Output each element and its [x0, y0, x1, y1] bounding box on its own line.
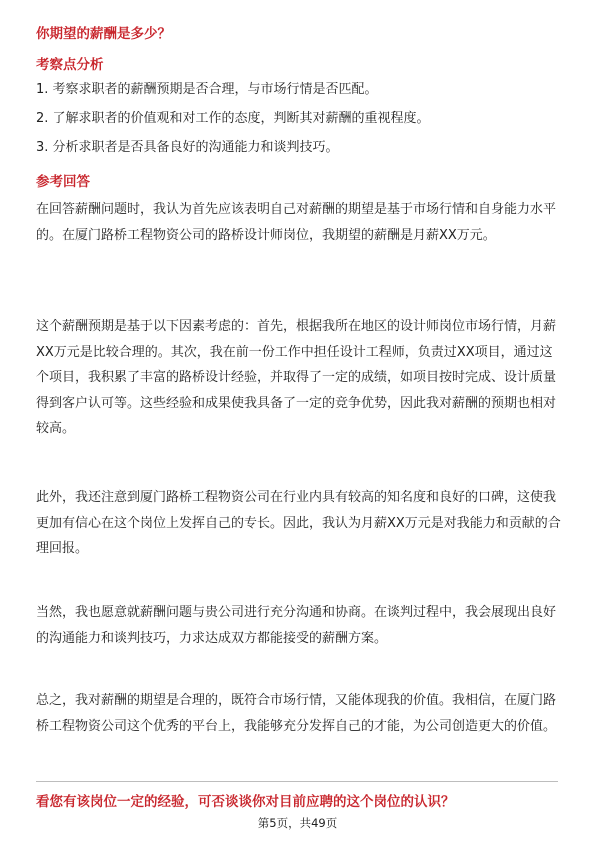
answer-paragraph-4: 当然，我也愿意就薪酬问题与贵公司进行充分沟通和协商。在谈判过程中，我会展现出良好的沟通能力和谈判技巧，力求达成双方都能接受的薪酬方案。 [36, 605, 557, 646]
page-number-footer: 第5页，共49页 [257, 816, 338, 830]
answer-heading: 参考回答 [36, 174, 90, 190]
answer-paragraph-5: 总之，我对薪酬的期望是合理的，既符合市场行情，又能体现我的价值。我相信，在厦门路桥工程物资公司这个优秀的平台上，我能够充分发挥自己的才能，为公司创造更大的价值。 [36, 693, 557, 734]
analysis-point-2: 2. 了解求职者的价值观和对工作的态度，判断其对薪酬的重视程度。 [36, 111, 430, 126]
answer-paragraph-3: 此外，我还注意到厦门路桥工程物资公司在行业内具有较高的知名度和良好的口碑，这使我更加有信心在这个岗位上发挥自己的专长。因此，我认为月薪XX万元是对我能力和贡献的合理回报。 [36, 490, 561, 556]
answer-paragraph-1: 在回答薪酬问题时，我认为首先应该表明自己对薪酬的期望是基于市场行情和自身能力水平的。在厦门路桥工程物资公司的路桥设计师岗位，我期望的薪酬是月薪XX万元。 [36, 202, 557, 243]
answer-paragraph-2: 这个薪酬预期是基于以下因素考虑的：首先，根据我所在地区的设计师岗位市场行情，月薪XX万元是比较合理的。其次，我在前一份工作中担任设计工程师，负责过XX项目，通过这个项目，我积累了丰富的路桥设计经验，并取得了一定的成绩，如项目按时完成、设计质量得到客户认可等。这些经验和成果使我具备了一定的竞争优势，因此我对薪酬的预期也相对较高。 [36, 319, 557, 436]
next-question-title: 看您有该岗位一定的经验，可否谈谈你对目前应聘的这个岗位的认识？ [36, 794, 455, 810]
question-title: 你期望的薪酬是多少？ [36, 26, 171, 42]
section-divider [36, 781, 558, 782]
analysis-point-3: 3. 分析求职者是否具备良好的沟通能力和谈判技巧。 [36, 140, 339, 155]
analysis-heading: 考察点分析 [36, 57, 104, 73]
analysis-point-1: 1. 考察求职者的薪酬预期是否合理，与市场行情是否匹配。 [36, 82, 378, 97]
